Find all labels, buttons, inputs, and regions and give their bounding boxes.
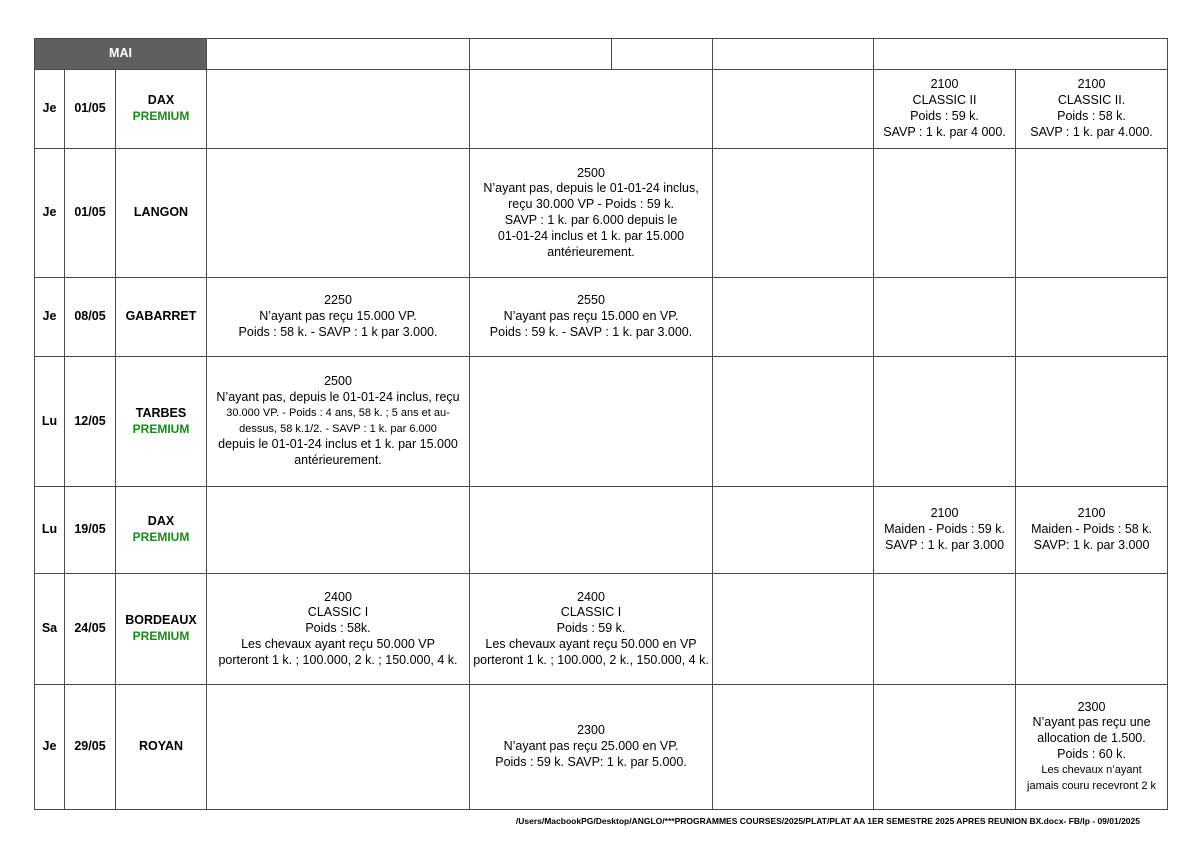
race-cell-1 [207, 70, 470, 149]
condition-line: 2400 [324, 589, 352, 604]
condition-line: CLASSIC I [560, 605, 622, 620]
race-cell-1 [207, 487, 470, 574]
condition-line: 01-01-24 inclus et 1 k. par 15.000 [497, 228, 685, 243]
condition-line: allocation de 1.500. [1037, 731, 1146, 746]
race-row [35, 149, 1168, 278]
premium-badge: PREMIUM [132, 109, 190, 123]
race-cell-2 [470, 574, 713, 685]
race-cell-5 [1016, 357, 1168, 487]
day-cell: Je [35, 685, 65, 810]
condition-line: 2550 [577, 293, 605, 308]
race-row [35, 70, 1168, 149]
race-cell-3 [713, 574, 874, 685]
date-cell: 01/05 [65, 149, 116, 278]
race-row [35, 487, 1168, 574]
condition-line: SAVP: 1 k. par 3.000 [1033, 537, 1150, 552]
race-cell-5 [1016, 487, 1168, 574]
venue-cell [116, 278, 207, 357]
race-cell-2 [470, 685, 713, 810]
date-cell: 19/05 [65, 487, 116, 574]
condition-line: 2500 [577, 165, 605, 180]
header-cell [612, 39, 713, 70]
condition-line: 2300 [577, 723, 605, 738]
venue-name: DAX [147, 93, 175, 108]
condition-line: reçu 30.000 VP - Poids : 59 k. [508, 197, 674, 212]
condition-line: Poids : 58 k. [1057, 109, 1126, 123]
date-cell: 24/05 [65, 574, 116, 685]
condition-line: N’ayant pas reçu 15.000 en VP. [503, 309, 679, 324]
condition-line: antérieurement. [547, 244, 635, 259]
condition-line: 2100 [1077, 77, 1106, 92]
condition-line: N’ayant pas reçu 15.000 VP. [259, 309, 417, 324]
header-cell [874, 39, 1168, 70]
condition-line: Les chevaux n’ayant [1041, 763, 1142, 776]
race-cell-4 [874, 149, 1016, 278]
venue-name: BORDEAUX [125, 613, 197, 628]
race-cell-5 [1016, 278, 1168, 357]
day-cell: Je [35, 70, 65, 149]
race-cell-5 [1016, 70, 1168, 149]
condition-line: Poids : 58k. [305, 621, 371, 636]
day-cell: Lu [35, 487, 65, 574]
race-cell-1 [207, 149, 470, 278]
month-header: MAI [35, 39, 207, 70]
race-cell-3 [713, 278, 874, 357]
race-cell-3 [713, 487, 874, 574]
condition-line: porteront 1 k. ; 100.000, 2 k. ; 150.000, 4 k. [218, 652, 458, 667]
race-row [35, 574, 1168, 685]
condition-line: Maiden - Poids : 58 k. [1031, 522, 1152, 537]
condition-line: Poids : 60 k. [1057, 747, 1126, 761]
day-cell: Lu [35, 357, 65, 487]
race-cell-2 [470, 278, 713, 357]
condition-line: SAVP : 1 k. par 6.000 depuis le [504, 213, 678, 227]
venue-name: ROYAN [139, 739, 183, 754]
date-cell: 29/05 [65, 685, 116, 810]
venue-cell [116, 685, 207, 810]
header-row [35, 39, 1168, 70]
premium-badge: PREMIUM [132, 421, 190, 436]
condition-line: 2400 [577, 589, 605, 604]
condition-line: 30.000 VP. - Poids : 4 ans, 58 k. ; 5 ans et au- [226, 406, 450, 419]
race-cell-1 [207, 357, 470, 487]
race-cell-5 [1016, 149, 1168, 278]
condition-line: SAVP : 1 k. par 4 000. [883, 124, 1006, 139]
race-cell-4 [874, 487, 1016, 574]
condition-line: porteront 1 k. ; 100.000, 2 k., 150.000, 4 k. [473, 652, 709, 667]
condition-line: Les chevaux ayant reçu 50.000 VP [241, 636, 435, 651]
race-row [35, 685, 1168, 810]
date-cell: 08/05 [65, 278, 116, 357]
day-cell: Je [35, 278, 65, 357]
condition-line: Les chevaux ayant reçu 50.000 en VP [485, 636, 697, 651]
race-cell-4 [874, 70, 1016, 149]
premium-badge: PREMIUM [132, 530, 190, 544]
condition-line: Poids : 59 k. [910, 109, 979, 123]
race-cell-4 [874, 685, 1016, 810]
race-cell-3 [713, 70, 874, 149]
condition-line: 2100 [930, 506, 959, 521]
date-cell: 01/05 [65, 70, 116, 149]
condition-line: 2500 [324, 374, 352, 389]
condition-line: jamais couru recevront 2 k [1027, 779, 1157, 792]
date-cell: 12/05 [65, 357, 116, 487]
venue-cell [116, 149, 207, 278]
condition-line: 2300 [1077, 699, 1106, 714]
venue-name: TARBES [135, 405, 187, 420]
condition-line: Poids : 59 k. [556, 621, 626, 636]
premium-badge: PREMIUM [132, 629, 190, 643]
condition-line: N’ayant pas reçu une [1032, 715, 1151, 730]
day-cell: Je [35, 149, 65, 278]
venue-cell [116, 574, 207, 685]
race-row [35, 278, 1168, 357]
race-cell-1 [207, 278, 470, 357]
condition-line: depuis le 01-01-24 inclus et 1 k. par 15.000 [218, 437, 458, 452]
condition-line: dessus, 58 k.1/2. - SAVP : 1 k. par 6.000 [239, 422, 437, 435]
race-row [35, 357, 1168, 487]
condition-line: N’ayant pas reçu 25.000 en VP. [503, 739, 679, 754]
condition-line: CLASSIC II. [1057, 93, 1126, 108]
venue-name: LANGON [133, 205, 189, 220]
venue-cell [116, 70, 207, 149]
venue-cell [116, 487, 207, 574]
race-cell-5 [1016, 685, 1168, 810]
race-schedule-table [34, 38, 1168, 810]
day-cell: Sa [35, 574, 65, 685]
header-cell [207, 39, 470, 70]
race-cell-2 [470, 149, 713, 278]
race-cell-3 [713, 149, 874, 278]
condition-line: antérieurement. [294, 453, 382, 468]
race-cell-1 [207, 574, 470, 685]
race-cell-4 [874, 278, 1016, 357]
condition-line: SAVP : 1 k. par 3.000 [884, 537, 1005, 552]
race-cell-3 [713, 685, 874, 810]
file-path-footer: /Users/MacbookPG/Desktop/ANGLO/***PROGRAMMES COURSES/2025/PLAT/PLAT AA 1ER SEMESTRE 2025 APRES REUNION BX.docx- FB/lp - 09/01/2025 [515, 816, 1140, 826]
venue-cell [116, 357, 207, 487]
race-cell-5 [1016, 574, 1168, 685]
condition-line: CLASSIC II [912, 93, 977, 108]
condition-line: Poids : 58 k. - SAVP : 1 k par 3.000. [238, 324, 438, 339]
condition-line: N’ayant pas, depuis le 01-01-24 inclus, reçu [216, 389, 460, 404]
venue-name: DAX [147, 514, 175, 529]
condition-line: SAVP : 1 k. par 4.000. [1030, 124, 1153, 139]
condition-line: Maiden - Poids : 59 k. [884, 522, 1005, 537]
condition-line: 2100 [930, 77, 959, 92]
race-cell-2 [470, 70, 713, 149]
condition-line: 2100 [1077, 506, 1106, 521]
race-cell-3 [713, 357, 874, 487]
condition-line: N’ayant pas, depuis le 01-01-24 inclus, [483, 181, 699, 196]
race-cell-2 [470, 487, 713, 574]
condition-line: Poids : 59 k. SAVP: 1 k. par 5.000. [495, 754, 687, 769]
condition-line: Poids : 59 k. - SAVP : 1 k. par 3.000. [489, 324, 693, 339]
venue-name: GABARRET [125, 309, 197, 324]
header-cell [713, 39, 874, 70]
header-cell [470, 39, 612, 70]
race-cell-4 [874, 357, 1016, 487]
condition-line: 2250 [324, 293, 352, 308]
condition-line: CLASSIC I [307, 605, 369, 620]
race-cell-2 [470, 357, 713, 487]
race-cell-1 [207, 685, 470, 810]
race-cell-4 [874, 574, 1016, 685]
